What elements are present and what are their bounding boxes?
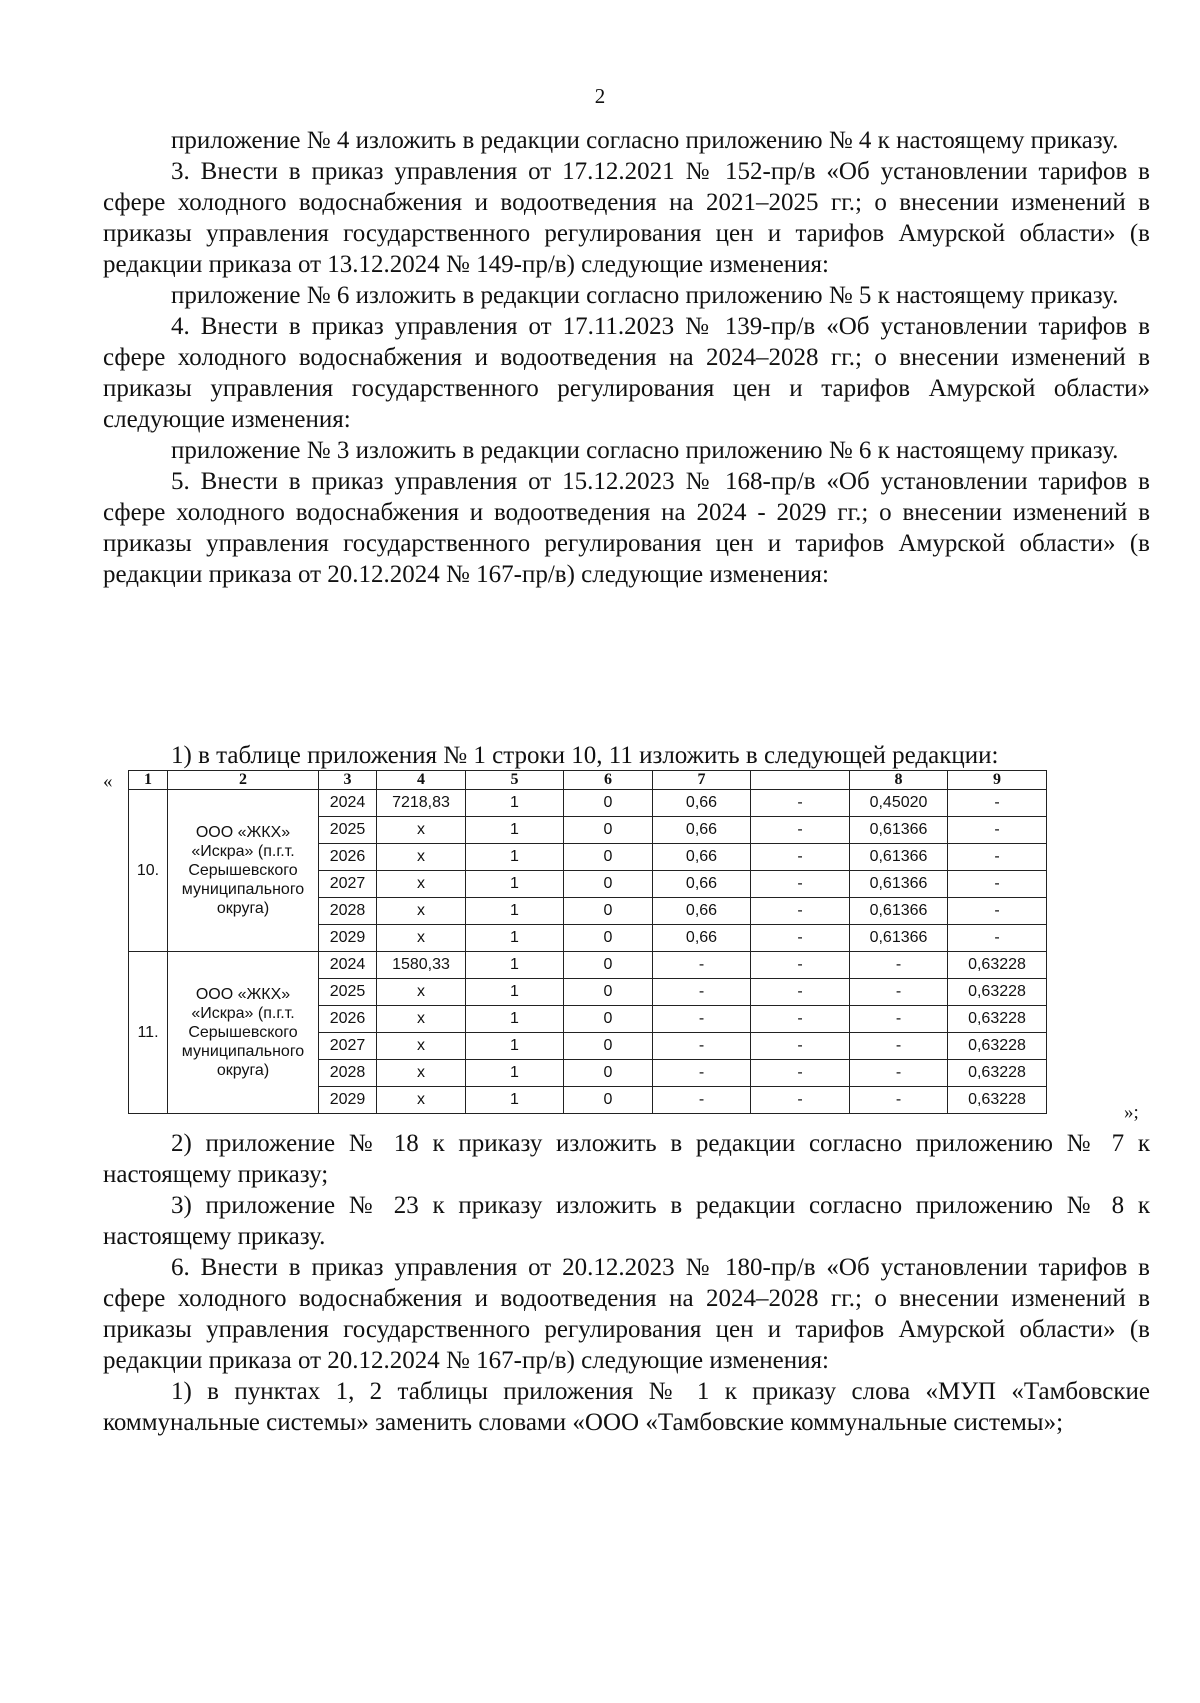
table-cell: 2029 [319,1087,377,1114]
table-cell: 0,66 [653,898,751,925]
table-cell: x [377,898,466,925]
table-cell: 0 [564,1006,653,1033]
header-cell: 6 [564,771,653,790]
row-number: 11. [129,952,168,1114]
table-cell: x [377,925,466,952]
table-cell: - [751,1087,850,1114]
header-cell: 2 [168,771,319,790]
table-cell: 1 [466,898,564,925]
table-cell: x [377,817,466,844]
header-cell: 4 [377,771,466,790]
header-cell: 3 [319,771,377,790]
organization-line: «Искра» (п.г.т. [191,1005,295,1022]
paragraph: приложение № 4 изложить в редакции согласно приложению № 4 к настоящему приказу. [171,127,1119,154]
organization-name [168,790,319,952]
table-cell: 2027 [319,871,377,898]
paragraph: 4. Внести в приказ управления от 17.11.2023 № 139-пр/в «Об установлении тарифов в сфере холодного водоснабжения и водоотведения на 2024–2028 гг.; о внесении изменений в приказы управления государственного регулирования цен и тарифов Амурской области» следующие изменения: [103,313,1150,433]
bottom-text-block [103,1128,1150,1438]
table-cell: x [377,1033,466,1060]
quote-open: « [103,771,113,792]
table-cell: 0,61366 [850,817,948,844]
organization-line: «Искра» (п.г.т. [191,843,295,860]
table-cell: 1 [466,979,564,1006]
table-cell: - [751,898,850,925]
table-cell: 0,63228 [948,979,1047,1006]
header-cell: 7 [653,771,751,790]
table-header-row [129,771,1047,790]
header-cell: 9 [948,771,1047,790]
table-cell: 1 [466,871,564,898]
table-cell: 0 [564,871,653,898]
table-cell: - [948,925,1047,952]
table-cell: 0 [564,790,653,817]
table-cell: 0 [564,979,653,1006]
table-cell: - [850,952,948,979]
table-cell: 0,45020 [850,790,948,817]
table-cell: 0,61366 [850,871,948,898]
tariff-table [128,770,1047,1114]
table-cell: 1 [466,817,564,844]
page-number: 2 [594,84,606,108]
table-cell: - [751,844,850,871]
paragraph: 2) приложение № 18 к приказу изложить в редакции согласно приложению № 7 к настоящему приказу; [103,1130,1150,1188]
table-cell: - [850,1060,948,1087]
table-cell: 2024 [319,790,377,817]
paragraph: приложение № 3 изложить в редакции согласно приложению № 6 к настоящему приказу. [171,437,1119,464]
table-cell: - [653,1033,751,1060]
table-cell: 2025 [319,817,377,844]
table-cell: 0,66 [653,871,751,898]
quote-close: »; [1124,1102,1139,1123]
table-cell: x [377,871,466,898]
table-cell: 2027 [319,1033,377,1060]
table-cell: - [751,1060,850,1087]
table-cell: 0,63228 [948,1033,1047,1060]
table-cell: 2025 [319,979,377,1006]
table-cell: 0,61366 [850,844,948,871]
table-cell: 0,66 [653,925,751,952]
table-cell: 1 [466,1087,564,1114]
table-cell: - [948,871,1047,898]
table-cell: - [751,790,850,817]
table-row [129,952,1047,979]
organization-line: Серышевского [188,862,298,879]
table-cell: - [751,871,850,898]
organization-name [168,952,319,1114]
header-cell: 5 [466,771,564,790]
table-cell: 2026 [319,1006,377,1033]
table-cell: 1 [466,1006,564,1033]
table-cell: - [948,844,1047,871]
organization-line: муниципального [181,881,305,898]
paragraph: 3. Внести в приказ управления от 17.12.2021 № 152-пр/в «Об установлении тарифов в сфере холодного водоснабжения и водоотведения на 2021–2025 гг.; о внесении изменений в приказы управления государственного регулирования цен и тарифов Амурской области» (в редакции приказа от 13.12.2024 № 149-пр/в) следующие изменения: [103,158,1150,278]
table-cell: 0 [564,952,653,979]
table-cell: 0,61366 [850,925,948,952]
table-cell: 1 [466,1033,564,1060]
table-cell: 0,63228 [948,952,1047,979]
organization-line: Серышевского [188,1024,298,1041]
paragraph: приложение № 6 изложить в редакции согласно приложению № 5 к настоящему приказу. [171,282,1119,309]
table-cell: - [751,979,850,1006]
table-cell: - [948,790,1047,817]
organization-line: округа) [216,1062,270,1079]
table-row [129,790,1047,817]
table-intro: 1) в таблице приложения № 1 строки 10, 11 изложить в следующей редакции: [171,742,999,769]
table-cell: 0 [564,844,653,871]
organization-line: ООО «ЖКХ» [195,824,291,841]
table-cell: 1 [466,790,564,817]
table-cell: 0 [564,1033,653,1060]
table-cell: - [653,1006,751,1033]
row-number: 10. [129,790,168,952]
top-text-block [103,125,1150,590]
organization-line: округа) [216,900,270,917]
table-cell: - [653,952,751,979]
table-cell: x [377,1087,466,1114]
table-cell: - [850,979,948,1006]
table-cell: 0,63228 [948,1087,1047,1114]
table-cell: 0 [564,1087,653,1114]
table-cell: x [377,1006,466,1033]
table-cell: 2029 [319,925,377,952]
table-cell: 0,63228 [948,1060,1047,1087]
table-cell: 0,66 [653,817,751,844]
table-cell: - [948,817,1047,844]
table-cell: - [653,979,751,1006]
table-cell: - [653,1087,751,1114]
paragraph: 6. Внести в приказ управления от 20.12.2023 № 180-пр/в «Об установлении тарифов в сфере холодного водоснабжения и водоотведения на 2024–2028 гг.; о внесении изменений в приказы управления государственного регулирования цен и тарифов Амурской области» (в редакции приказа от 20.12.2024 № 167-пр/в) следующие изменения: [103,1254,1150,1374]
table-cell: 0,66 [653,790,751,817]
table-cell: 7218,83 [377,790,466,817]
table-cell: 0 [564,898,653,925]
paragraph: 3) приложение № 23 к приказу изложить в редакции согласно приложению № 8 к настоящему приказу. [103,1192,1150,1250]
table-cell: 0,66 [653,844,751,871]
table-cell: - [948,898,1047,925]
table-cell: x [377,1060,466,1087]
table-cell: 0 [564,817,653,844]
table-cell: 0 [564,925,653,952]
paragraph: 1) в пунктах 1, 2 таблицы приложения № 1 к приказу слова «МУП «Тамбовские коммунальные системы» заменить словами «ООО «Тамбовские коммунальные системы»; [103,1378,1150,1436]
table-cell: 1580,33 [377,952,466,979]
table-cell: 0,63228 [948,1006,1047,1033]
table-cell: - [751,1006,850,1033]
table-cell: 0,61366 [850,898,948,925]
table-cell: - [751,817,850,844]
organization-line: муниципального [181,1043,305,1060]
table-cell: - [751,952,850,979]
table-cell: x [377,844,466,871]
table-cell: - [850,1033,948,1060]
table-cell: 2024 [319,952,377,979]
table-cell: 0 [564,1060,653,1087]
table-cell: 1 [466,844,564,871]
table-cell: - [751,925,850,952]
organization-line: ООО «ЖКХ» [195,986,291,1003]
table-cell: 2026 [319,844,377,871]
table-cell: 1 [466,952,564,979]
paragraph: 5. Внести в приказ управления от 15.12.2023 № 168-пр/в «Об установлении тарифов в сфере холодного водоснабжения и водоотведения на 2024 - 2029 гг.; о внесении изменений в приказы управления государственного регулирования цен и тарифов Амурской области» (в редакции приказа от 20.12.2024 № 167-пр/в) следующие изменения: [103,468,1150,588]
table-cell: 1 [466,925,564,952]
table-cell: - [653,1060,751,1087]
table-cell: - [751,1033,850,1060]
header-cell: 1 [129,771,168,790]
table-cell: - [850,1006,948,1033]
table-cell: 1 [466,1060,564,1087]
header-cell: 8 [850,771,948,790]
table-cell: 2028 [319,1060,377,1087]
header-cell [751,771,850,790]
table-cell: - [850,1087,948,1114]
table-cell: x [377,979,466,1006]
table-cell: 2028 [319,898,377,925]
